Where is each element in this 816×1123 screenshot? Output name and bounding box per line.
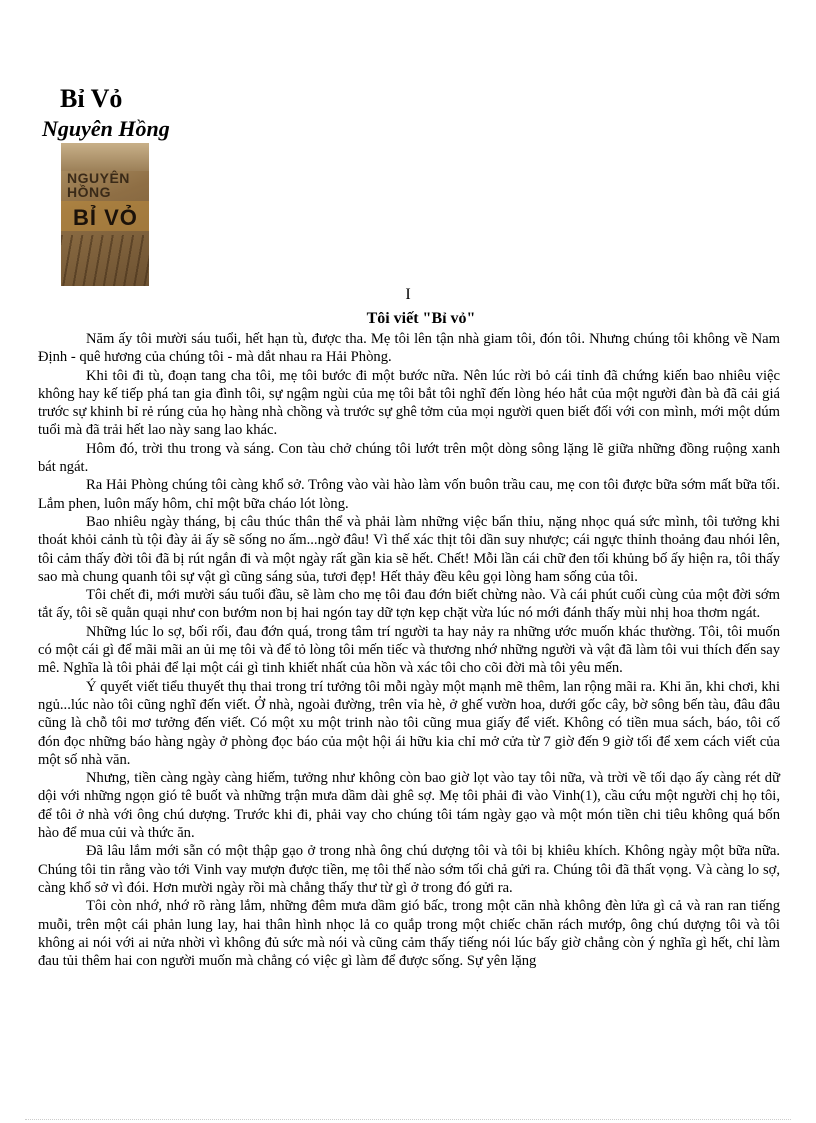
paragraph: Tôi chết đi, mới mười sáu tuổi đầu, sẽ làm cho mẹ tôi đau đớn biết chừng nào. Và cái phút cuối cùng của một đời sớm tắt ấy, tôi sẽ quằn quại như con bướm non bị hai ngón tay dữ tợn kẹp chặt vừa lúc nó mới đánh thấy mùi nhị hoa thơm ngát. <box>38 587 780 622</box>
cover-illustration-bottom <box>61 235 149 286</box>
cover-author-line2: HỒNG <box>67 184 111 200</box>
page-bottom-rule <box>25 1119 791 1120</box>
paragraph: Tôi còn nhớ, nhớ rõ ràng lắm, những đêm mưa dầm gió bấc, trong một căn nhà không đèn lửa gì cả và ran ran tiếng muỗi, trên một cái phản lung lay, hai thân hình nhọc lả co quắp trong một chiếc chăn rách mướp, ông chú dượng tôi và tôi không ai nói với ai nửa nhời vì không đủ sức mà nói và cũng cảm thấy tiếng nói lúc bấy giờ chẳng còn ý nghĩa gì hết, chỉ làm đau tủi thêm hai con người muốn mà chẳng có việc gì làm để được sống. Sự yên lặng <box>38 898 780 970</box>
paragraph: Nhưng, tiền càng ngày càng hiếm, tưởng như không còn bao giờ lọt vào tay tôi nữa, và trời về tối dạo ấy càng rét dữ dội với những ngọn gió tê buốt và những trận mưa dầm dài ghê sợ. Mẹ tôi phải đi vào Vinh(1), cầu cứu một người chị họ tôi, để tôi ở nhà với ông chú dượng. Trước khi đi, phải vay cho chúng tôi tám ngày gạo và một món tiền chi tiêu không quá bốn hào để mua củi và thức ăn. <box>38 770 780 842</box>
chapter-number: I <box>405 286 411 303</box>
paragraph: Bao nhiêu ngày tháng, bị câu thúc thân thể và phải làm những việc bẩn thỉu, nặng nhọc quá sức mình, tôi tưởng khi thoát khỏi cảnh tù tội đày ải ấy sẽ sống no ấm...ngờ đâu! Vì thế xác thịt tôi dần suy nhược; cái ngực thỉnh thoảng đau nhói lên, tôi cảm thấy đời tôi đã bị rút ngắn đi và một ngày rất gần kia sẽ hết. Chết! Mỗi lần cái chữ đen tối khủng bố ấy hiện ra, tôi thấy sao mà chung quanh tôi sự vật gì cũng sáng sủa, tươi đẹp! Hết thảy đều kêu gọi lòng ham sống của tôi. <box>38 513 780 585</box>
book-title: Bỉ Vỏ <box>60 84 123 113</box>
cover-title-text: BỈ VỎ <box>73 205 138 230</box>
paragraph: Ra Hải Phòng chúng tôi càng khổ sở. Trông vào vài hào làm vốn buôn trầu cau, mẹ con tôi được bữa sớm mất bữa tối. Lắm phen, luôn mấy hôm, chỉ một bữa cháo lót lòng. <box>38 477 780 512</box>
paragraph: Những lúc lo sợ, bối rối, đau đớn quá, trong tâm trí người ta hay nảy ra những ước muốn khác thường. Tôi, tôi muốn có một cái gì để mãi mãi an ủi mẹ tôi và để tỏ lòng tôi mến tiếc và thương nhớ những người và vật đã làm tôi vui thích đến say mê. Nghĩa là tôi phải để lại một cái gì tinh khiết nhất của hồn và xác tôi cho cõi đời mà tôi yêu mến. <box>38 623 780 677</box>
paragraph: Khi tôi đi tù, đoạn tang cha tôi, mẹ tôi bước đi một bước nữa. Nên lúc rời bỏ cái tỉnh đã chứng kiến bao nhiêu việc không hay kế tiếp phá tan gia đình tôi, sự ngậm ngùi của mẹ tôi bắt tôi nghĩ đến lòng héo hắt của một người đàn bà đã cải giá trước sự khinh bỉ rẻ rúng của họ hàng nhà chồng và trước sự ghê tởm của mọi người quen biết đối với con mình, mới một dúm tuổi mà đã trải hết lao này sang lao khác. <box>38 367 780 439</box>
body-text <box>38 330 780 970</box>
paragraph: Ý quyết viết tiểu thuyết thụ thai trong trí tưởng tôi mỗi ngày một mạnh mẽ thêm, lan rộng mãi ra. Khi ăn, khi chơi, khi ngủ...lúc nào tôi cũng nghĩ đến viết. Ở nhà, ngoài đường, trên vỉa hè, ở ghế vườn hoa, dưới gốc cây, bờ sông bến tàu, đâu đâu cũng là chỗ tôi mơ tưởng đến viết. Có một xu một trinh nào tôi cũng mua giấy để viết. Không có tiền mua sách, báo, tôi cố đón đọc những báo hàng ngày ở phòng đọc báo của một hội ái hữu kia chỉ mở cửa từ 7 giờ đến 9 giờ tối để xem cách viết của một số nhà văn. <box>38 678 780 768</box>
paragraph: Năm ấy tôi mười sáu tuổi, hết hạn tù, được tha. Mẹ tôi lên tận nhà giam tôi, đón tôi. Nhưng chúng tôi không về Nam Định - quê hương của chúng tôi - mà dắt nhau ra Hải Phòng. <box>38 331 780 366</box>
cover-author-line1: NGUYÊN <box>67 170 130 186</box>
book-cover-image <box>61 143 149 286</box>
paragraph: Hôm đó, trời thu trong và sáng. Con tàu chở chúng tôi lướt trên một dòng sông lặng lẽ giữa những đồng ruộng xanh bát ngát. <box>38 440 780 476</box>
cover-author-text <box>67 171 130 199</box>
book-author: Nguyên Hồng <box>42 116 170 141</box>
paragraph: Đã lâu lắm mới sẵn có một thập gạo ở trong nhà ông chú dượng tôi và tôi bị khiêu khích. Không ngày một bữa nữa. Chúng tôi tin rằng vào tới Vinh vay mượn được tiền, mẹ tôi thế nào sớm tối chả gửi ra. Chúng tôi đã thất vọng. Và càng lo sợ, càng khổ sở vì đói. Hơn mười ngày rồi mà chẳng thấy thư từ gì ở trong đó gửi ra. <box>38 843 780 896</box>
chapter-title: Tôi viết "Bỉ vỏ" <box>366 310 476 327</box>
cover-illustration-top <box>61 143 149 171</box>
